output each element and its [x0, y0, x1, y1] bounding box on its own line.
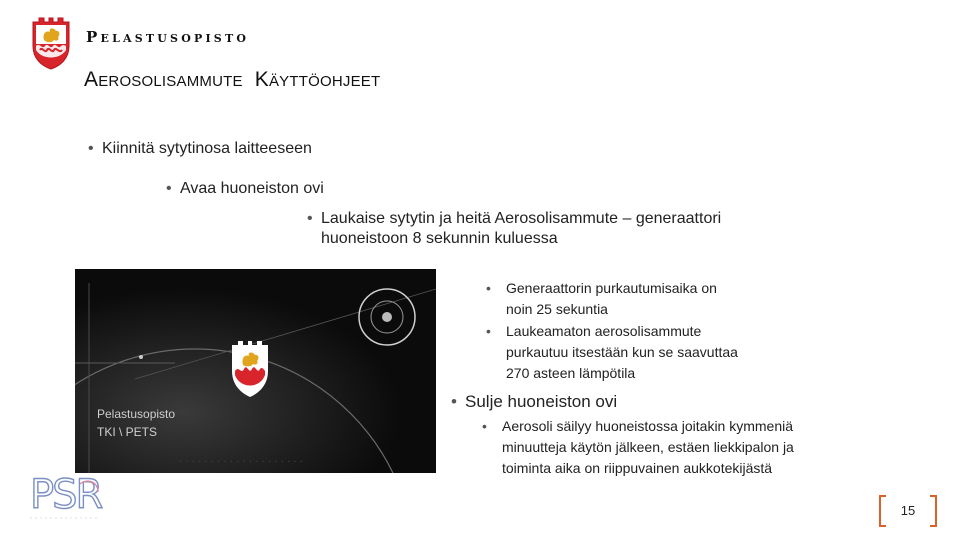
bullet-discharge-time	[486, 278, 786, 320]
bullet-text-line: noin 25 sekuntia	[506, 301, 608, 317]
bullet-text-line: Aerosoli säilyy huoneistossa joitakin kymmeniä	[502, 418, 794, 434]
bullet-text: Kiinnitä sytytinosa laitteeseen	[102, 140, 312, 157]
page-number-badge	[876, 494, 940, 528]
video-thumbnail[interactable]	[75, 269, 436, 473]
organization-name: Pelastusopisto	[86, 28, 250, 46]
bullet-dot-icon: •	[166, 180, 172, 197]
ring-core	[382, 312, 392, 322]
bullet-self-discharge	[486, 321, 796, 384]
bullet-aerosol-persists	[482, 416, 872, 479]
bullet-text-line: Laukaise sytytin ja heitä Aerosolisammute – generaattori	[321, 210, 722, 227]
bullet-dot-icon: •	[88, 140, 94, 157]
psr-logo-text: PSR	[30, 472, 102, 518]
bullet-dot-icon: •	[486, 323, 491, 339]
bullet-open-door	[166, 179, 324, 199]
bullet-close-door	[451, 392, 618, 412]
bullet-text-line: Generaattorin purkautumisaika on	[506, 280, 717, 296]
slide-title: Aerosolisammute Käyttöohjeet	[84, 68, 381, 91]
point-marker	[139, 355, 143, 359]
bullet-attach-igniter	[88, 139, 312, 159]
video-dots: · · · · · · · · · · · · · · · · · · · ·	[179, 457, 303, 468]
bullet-text-line: 270 asteen lämpötila	[506, 365, 636, 381]
video-caption-title: Pelastusopisto	[97, 407, 176, 421]
pelastusopisto-shield-logo	[30, 16, 72, 70]
video-caption-subtitle: TKI \ PETS	[97, 425, 158, 439]
page-number: 15	[900, 503, 916, 518]
bullet-dot-icon: •	[486, 280, 491, 296]
bullet-trigger-and-throw	[307, 209, 801, 249]
bullet-text-line: huoneistoon 8 sekunnin kuluessa	[321, 230, 558, 247]
bullet-dot-icon: •	[307, 210, 313, 227]
bullet-dot-icon: •	[451, 392, 457, 411]
psr-logo	[28, 470, 106, 526]
bullet-text-line: toiminta aika on riippuvainen aukkotekijästä	[502, 460, 773, 476]
bullet-text: Avaa huoneiston ovi	[180, 180, 324, 197]
bullet-text-line: purkautuu itsestään kun se saavuttaa	[506, 344, 738, 360]
bullet-text-line: minuutteja käytön jälkeen, estäen liekkipalon ja	[502, 439, 794, 455]
bullet-dot-icon: •	[482, 418, 487, 434]
video-graphics	[75, 269, 436, 473]
bullet-text-line: Laukeamaton aerosolisammute	[506, 323, 702, 339]
bullet-text: Sulje huoneiston ovi	[465, 392, 618, 411]
